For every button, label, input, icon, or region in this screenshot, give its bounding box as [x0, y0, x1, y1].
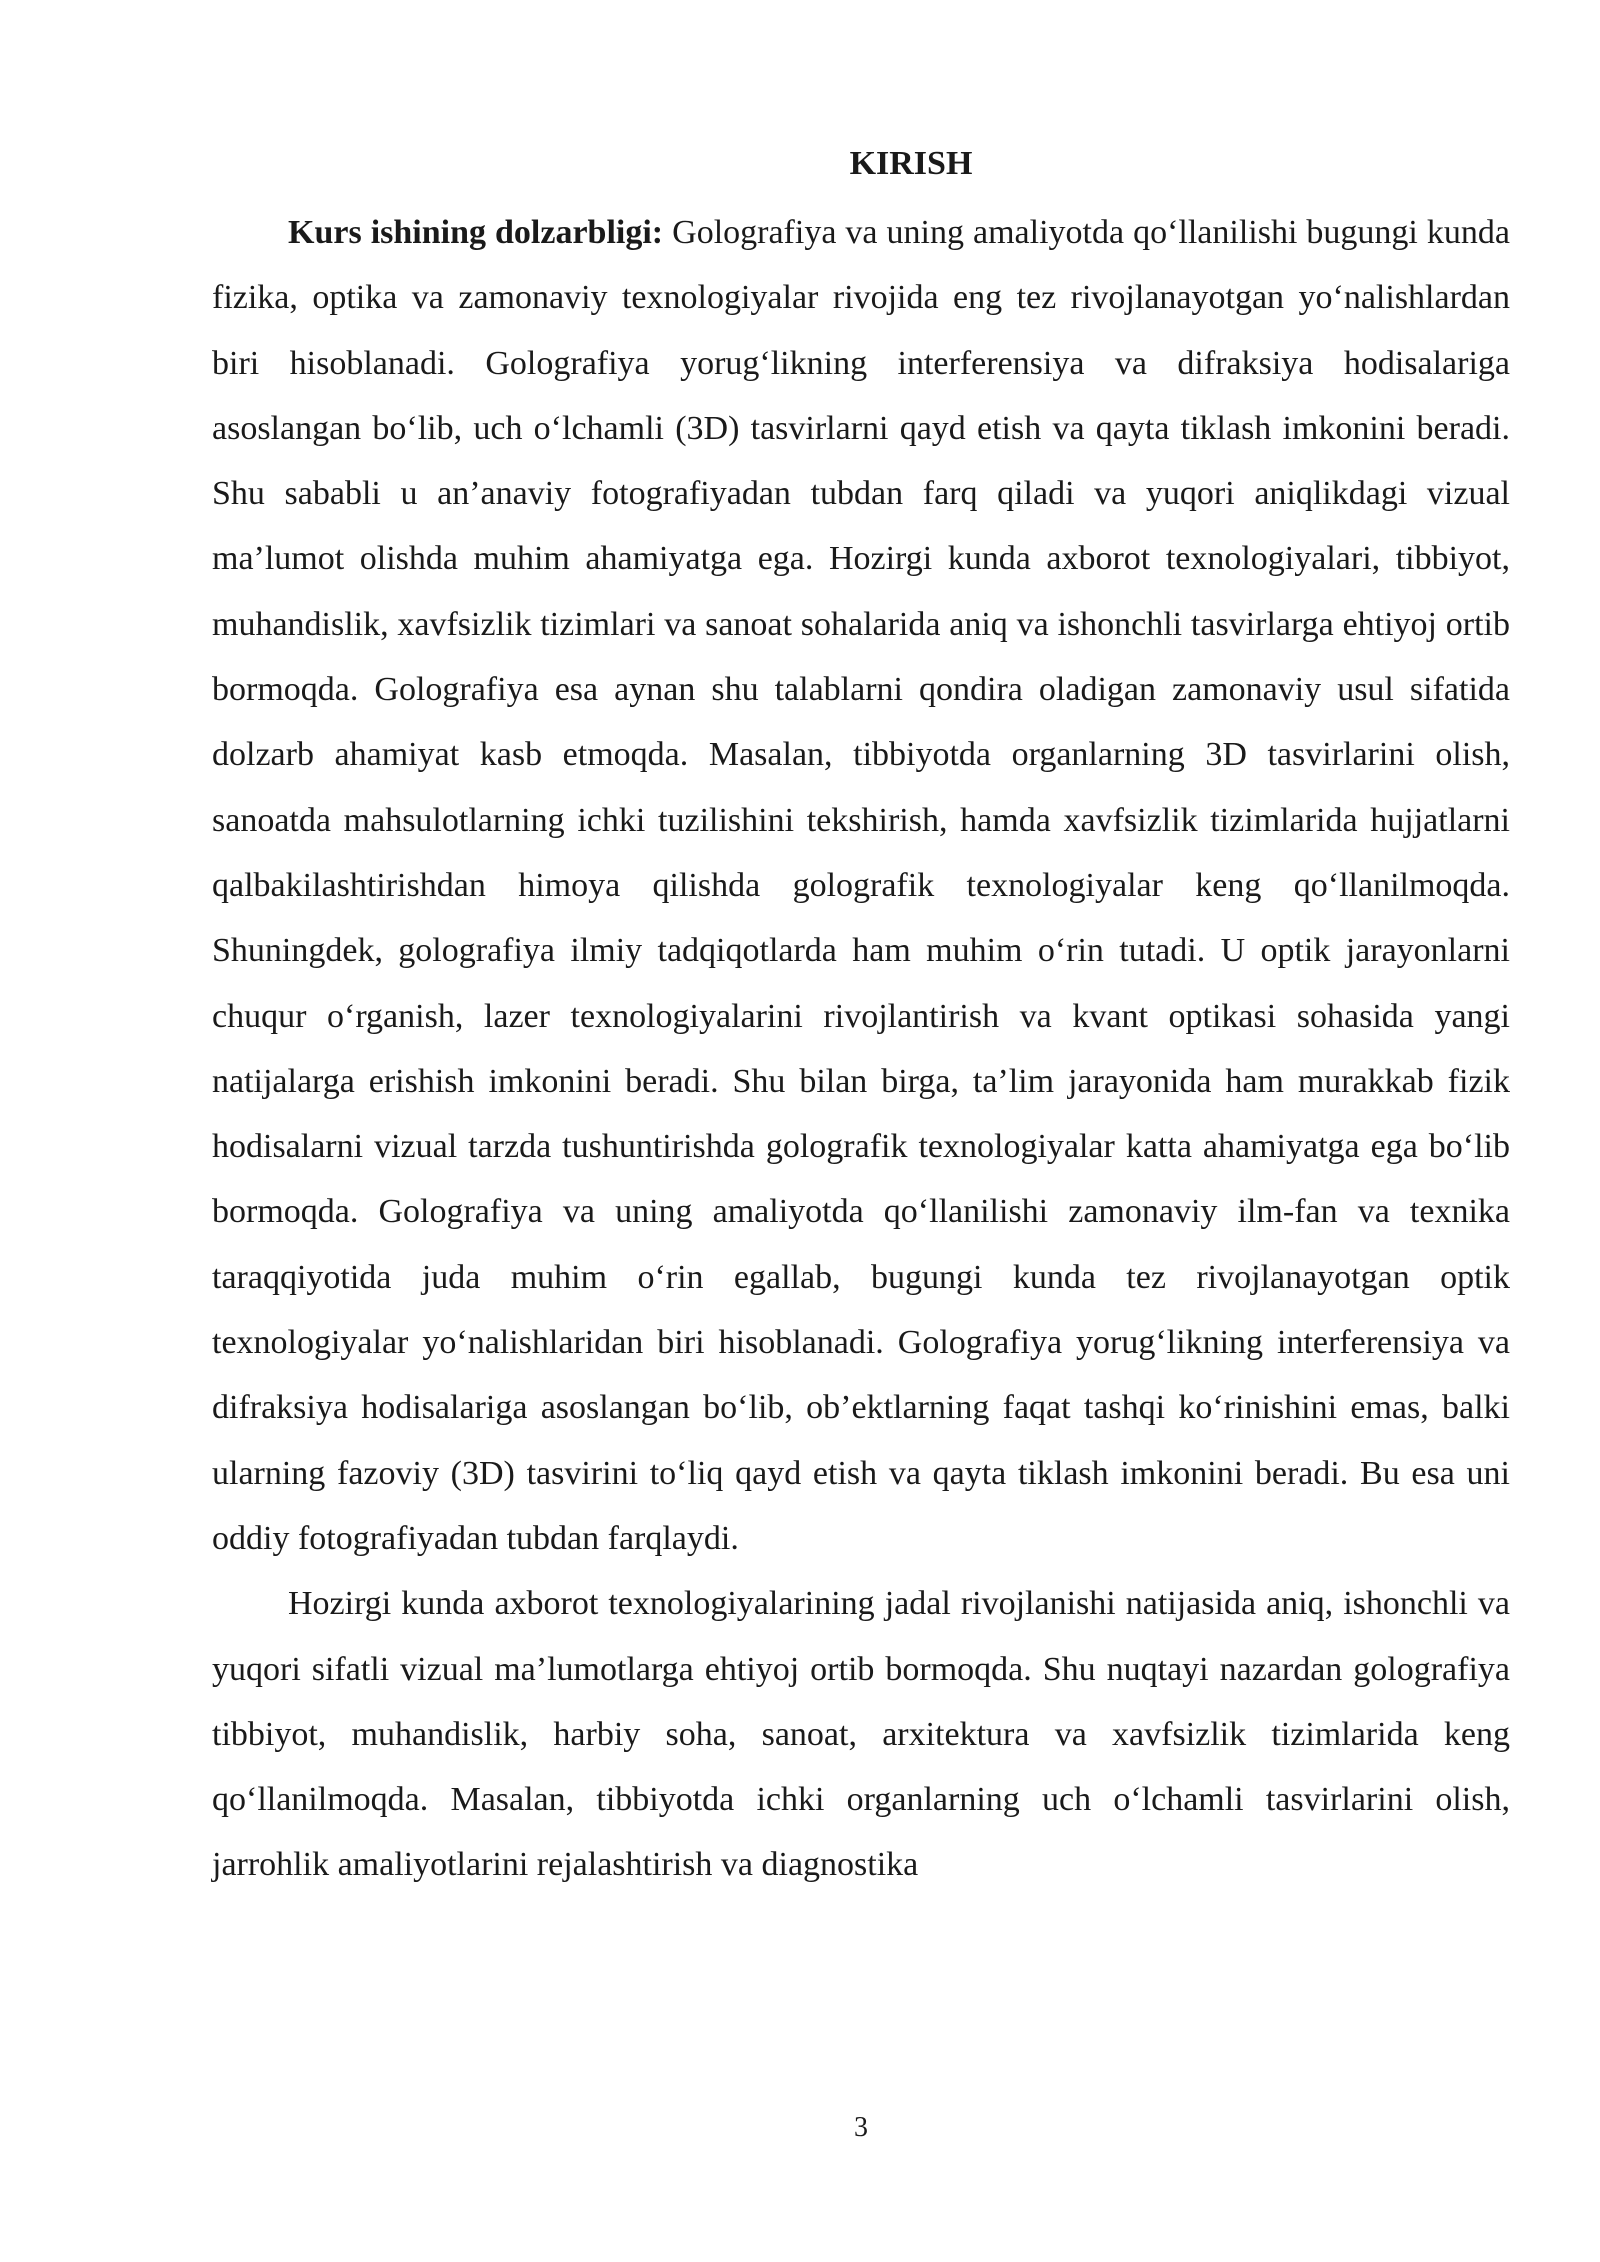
paragraph-relevance — [212, 200, 1510, 1571]
paragraph-lead: Kurs ishining dolzarbligi: — [288, 214, 664, 251]
page-number: 3 — [854, 2112, 868, 2143]
page-content — [212, 138, 1510, 1898]
paragraph-information-technologies — [212, 1571, 1510, 1897]
section-heading: KIRISH — [849, 145, 973, 182]
paragraph-text: Golografiya va uning amaliyotda qo‘llanilishi bugungi kunda fizika, optika va zamonaviy texnologiyalar rivojida eng tez rivojlanayotgan yo‘nalishlardan biri hisoblanadi. Golografiya yorug‘likning interferensiya va difraksiya hodisalariga asoslangan bo‘lib, uch o‘lchamli (3D) tasvirlarni qayd etish va qayta tiklash imkonini beradi. Shu sababli u an’anaviy fotografiyadan tubdan farq qiladi va yuqori aniqlikdagi vizual ma’lumot olishda muhim ahamiyatga ega. Hozirgi kunda axborot texnologiyalari, tibbiyot, muhandislik, xavfsizlik tizimlari va sanoat sohalarida aniq va ishonchli tasvirlarga ehtiyoj ortib bormoqda. Golografiya esa aynan shu talablarni qondira oladigan zamonaviy usul sifatida dolzarb ahamiyat kasb etmoqda. Masalan, tibbiyotda organlarning 3D tasvirlarini olish, sanoatda mahsulotlarning ichki tuzilishini tekshirish, hamda xavfsizlik tizimlarida hujjatlarni qalbakilashtirishdan himoya qilishda golografik texnologiyalar keng qo‘llanilmoqda. Shuningdek, golografiya ilmiy tadqiqotlarda ham muhim o‘rin tutadi. U optik jarayonlarni chuqur o‘rganish, lazer texnologiyalarini rivojlantirish va kvant optikasi sohasida yangi natijalarga erishish imkonini beradi. Shu bilan birga, ta’lim jarayonida ham murakkab fizik hodisalarni vizual tarzda tushuntirishda golografik texnologiyalar katta ahamiyatga ega bo‘lib bormoqda. Golografiya va uning amaliyotda qo‘llanilishi zamonaviy ilm-fan va texnika taraqqiyotida juda muhim o‘rin egallab, bugungi kunda tez rivojlanayotgan optik texnologiyalar yo‘nalishlaridan biri hisoblanadi. Golografiya yorug‘likning interferensiya va difraksiya hodisalariga asoslangan bo‘lib, ob’ektlarning faqat tashqi ko‘rinishini emas, balki ularning fazoviy (3D) tasvirini to‘liq qayd etish va qayta tiklash imkonini beradi. Bu esa uni oddiy fotografiyadan tubdan farqlaydi. — [212, 214, 1510, 1557]
paragraph-text: Hozirgi kunda axborot texnologiyalarining jadal rivojlanishi natijasida aniq, ishonchli va yuqori sifatli vizual ma’lumotlarga ehtiyoj ortib bormoqda. Shu nuqtayi nazardan golografiya tibbiyot, muhandislik, harbiy soha, sanoat, arxitektura va xavfsizlik tizimlarida keng qo‘llanilmoqda. Masalan, tibbiyotda ichki organlarning uch o‘lchamli tasvirlarini olish, jarrohlik amaliyotlarini rejalashtirish va diagnostika — [212, 1585, 1510, 1884]
